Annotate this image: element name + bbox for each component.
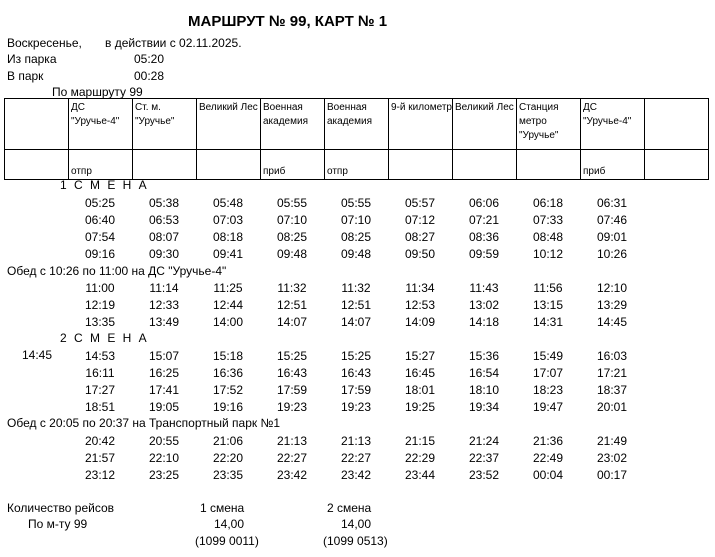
time-cell: 21:36	[532, 434, 564, 448]
stop-type	[133, 150, 197, 180]
shift-1-code: (1099 0011)	[195, 534, 259, 548]
time-cell: 19:05	[148, 400, 180, 414]
time-cell: 06:31	[596, 196, 628, 210]
time-cell: 07:54	[84, 230, 116, 244]
time-cell: 15:07	[148, 349, 180, 363]
stop-type	[5, 150, 69, 180]
time-cell: 09:59	[468, 247, 500, 261]
stop-type	[645, 150, 709, 180]
time-cell: 18:37	[596, 383, 628, 397]
time-cell: 15:18	[212, 349, 244, 363]
time-cell: 12:51	[340, 298, 372, 312]
time-cell: 17:41	[148, 383, 180, 397]
stop-name: ДС "Уручье-4"	[581, 99, 645, 150]
time-cell: 09:41	[212, 247, 244, 261]
page-title: МАРШРУТ № 99, КАРТ № 1	[188, 13, 388, 30]
from-park-time: 05:20	[134, 52, 165, 66]
time-cell: 19:23	[340, 400, 372, 414]
time-cell: 16:03	[596, 349, 628, 363]
stop-name: 9-й километр	[389, 99, 453, 150]
time-cell: 08:48	[532, 230, 564, 244]
stop-name	[5, 99, 69, 150]
time-cell: 07:12	[404, 213, 436, 227]
stop-type	[517, 150, 581, 180]
time-cell: 22:49	[532, 451, 564, 465]
time-cell: 18:01	[404, 383, 436, 397]
time-cell: 17:59	[340, 383, 372, 397]
time-cell: 10:12	[532, 247, 564, 261]
stop-names-row	[5, 99, 709, 150]
to-park-time: 00:28	[134, 69, 165, 83]
time-cell: 18:10	[468, 383, 500, 397]
time-cell: 16:43	[276, 366, 308, 380]
time-cell: 20:42	[84, 434, 116, 448]
time-cell: 20:01	[596, 400, 628, 414]
time-cell: 16:11	[85, 366, 115, 380]
stop-type-row	[5, 150, 709, 180]
stop-name: Великий Лес	[453, 99, 517, 150]
trips-label: Количество рейсов	[7, 501, 115, 515]
time-cell: 06:06	[468, 196, 500, 210]
time-cell: 12:53	[404, 298, 436, 312]
time-cell: 15:25	[340, 349, 372, 363]
time-cell: 05:25	[84, 196, 116, 210]
time-cell: 12:44	[212, 298, 244, 312]
stop-type	[453, 150, 517, 180]
time-cell: 22:27	[340, 451, 372, 465]
time-cell: 23:42	[276, 468, 308, 482]
time-cell: 09:30	[148, 247, 180, 261]
time-cell: 17:21	[596, 366, 628, 380]
time-cell: 08:36	[468, 230, 500, 244]
time-cell: 08:18	[212, 230, 244, 244]
time-cell: 00:04	[532, 468, 564, 482]
time-cell: 21:24	[468, 434, 500, 448]
time-cell: 08:25	[276, 230, 308, 244]
time-cell: 15:49	[532, 349, 564, 363]
time-cell: 17:52	[212, 383, 244, 397]
time-cell: 22:37	[468, 451, 500, 465]
shift-1-label: 1 С М Е Н А	[60, 178, 149, 192]
time-cell: 07:03	[212, 213, 244, 227]
shift-1-summary-label: 1 смена	[200, 501, 245, 515]
time-cell: 11:25	[213, 281, 243, 295]
time-cell: 09:50	[404, 247, 436, 261]
time-cell: 16:43	[340, 366, 372, 380]
route-trips-label: По м-ту 99	[28, 517, 88, 531]
time-cell: 17:27	[84, 383, 116, 397]
time-cell: 05:57	[404, 196, 436, 210]
stop-name: Великий Лес	[197, 99, 261, 150]
stops-header-table	[4, 98, 709, 180]
time-cell: 14:31	[532, 315, 564, 329]
time-cell: 11:34	[405, 281, 435, 295]
time-cell: 13:49	[148, 315, 180, 329]
time-cell: 07:10	[276, 213, 308, 227]
day-label: Воскресенье,	[7, 36, 82, 50]
time-cell: 15:36	[468, 349, 500, 363]
time-cell: 14:18	[468, 315, 500, 329]
time-cell: 21:06	[212, 434, 244, 448]
lunch-1: Обед с 10:26 по 11:00 на ДС "Уручье-4"	[7, 264, 227, 278]
stop-type	[197, 150, 261, 180]
time-cell: 15:27	[404, 349, 436, 363]
time-cell: 23:42	[340, 468, 372, 482]
stop-name: Станция метро "Уручье"	[517, 99, 581, 150]
time-cell: 09:48	[340, 247, 372, 261]
time-cell: 19:16	[212, 400, 244, 414]
time-cell: 07:21	[468, 213, 500, 227]
time-cell: 17:59	[276, 383, 308, 397]
time-cell: 00:17	[596, 468, 628, 482]
valid-from: в действии с 02.11.2025.	[105, 36, 242, 50]
time-cell: 21:15	[404, 434, 436, 448]
time-cell: 23:25	[148, 468, 180, 482]
time-cell: 21:57	[84, 451, 116, 465]
time-cell: 19:23	[276, 400, 308, 414]
time-cell: 14:09	[404, 315, 436, 329]
time-cell: 11:00	[85, 281, 115, 295]
shift-2-summary-label: 2 смена	[327, 501, 372, 515]
time-cell: 13:02	[468, 298, 500, 312]
stop-name	[645, 99, 709, 150]
time-cell: 16:36	[212, 366, 244, 380]
time-cell: 09:16	[84, 247, 116, 261]
stop-type: отпр	[69, 150, 133, 180]
time-cell: 23:52	[468, 468, 500, 482]
time-cell: 11:56	[533, 281, 563, 295]
time-cell: 13:29	[596, 298, 628, 312]
time-cell: 22:10	[148, 451, 180, 465]
time-cell: 14:00	[212, 315, 244, 329]
stop-type	[389, 150, 453, 180]
time-cell: 10:26	[596, 247, 628, 261]
shift-1-trips: 14,00	[214, 517, 245, 531]
time-cell: 15:25	[276, 349, 308, 363]
time-cell: 16:45	[404, 366, 436, 380]
route-label: По маршруту 99	[52, 85, 143, 99]
time-cell: 11:43	[469, 281, 499, 295]
time-cell: 08:27	[404, 230, 436, 244]
time-cell: 09:48	[276, 247, 308, 261]
time-cell: 14:53	[84, 349, 116, 363]
time-cell: 13:15	[532, 298, 564, 312]
time-cell: 23:35	[212, 468, 244, 482]
time-cell: 11:14	[149, 281, 179, 295]
time-cell: 08:25	[340, 230, 372, 244]
time-cell: 20:55	[148, 434, 180, 448]
time-cell: 08:07	[148, 230, 180, 244]
time-cell: 21:13	[340, 434, 372, 448]
from-park-label: Из парка	[7, 52, 57, 66]
time-cell: 12:33	[148, 298, 180, 312]
stop-type: приб	[261, 150, 325, 180]
time-cell: 22:29	[404, 451, 436, 465]
time-cell: 23:12	[84, 468, 116, 482]
time-cell: 14:07	[340, 315, 372, 329]
time-cell: 07:10	[340, 213, 372, 227]
time-cell: 05:38	[148, 196, 180, 210]
time-cell: 11:32	[277, 281, 307, 295]
time-cell: 23:44	[404, 468, 436, 482]
time-cell: 12:19	[84, 298, 116, 312]
time-cell: 19:25	[404, 400, 436, 414]
stop-name: Военная академия	[261, 99, 325, 150]
time-cell: 11:32	[341, 281, 371, 295]
time-cell: 14:45	[596, 315, 628, 329]
time-cell: 12:51	[276, 298, 308, 312]
time-cell: 22:20	[212, 451, 244, 465]
time-cell: 16:54	[468, 366, 500, 380]
time-cell: 21:49	[596, 434, 628, 448]
time-cell: 06:18	[532, 196, 564, 210]
stop-name: ДС "Уручье-4"	[69, 99, 133, 150]
time-cell: 05:48	[212, 196, 244, 210]
time-cell: 05:55	[340, 196, 372, 210]
stop-type: отпр	[325, 150, 389, 180]
shift-2-start-time: 14:45	[22, 348, 53, 362]
time-cell: 12:10	[596, 281, 628, 295]
shift-2-code: (1099 0513)	[323, 534, 388, 548]
time-cell: 19:47	[532, 400, 564, 414]
stop-name: Военная академия	[325, 99, 389, 150]
time-cell: 07:46	[596, 213, 628, 227]
shift-2-label: 2 С М Е Н А	[60, 331, 149, 345]
time-cell: 05:55	[276, 196, 308, 210]
time-cell: 18:23	[532, 383, 564, 397]
time-cell: 19:34	[468, 400, 500, 414]
time-cell: 21:13	[276, 434, 308, 448]
stop-type: приб	[581, 150, 645, 180]
time-cell: 16:25	[148, 366, 180, 380]
time-cell: 13:35	[84, 315, 116, 329]
time-cell: 06:53	[148, 213, 180, 227]
time-cell: 23:02	[596, 451, 628, 465]
time-cell: 14:07	[276, 315, 308, 329]
shift-2-trips: 14,00	[341, 517, 372, 531]
stop-name: Ст. м. "Уручье"	[133, 99, 197, 150]
time-cell: 17:07	[532, 366, 564, 380]
time-cell: 09:01	[596, 230, 628, 244]
to-park-label: В парк	[7, 69, 44, 83]
lunch-2: Обед с 20:05 по 20:37 на Транспортный парк №1	[7, 416, 280, 430]
time-cell: 06:40	[84, 213, 116, 227]
time-cell: 07:33	[532, 213, 564, 227]
time-cell: 18:51	[84, 400, 116, 414]
time-cell: 22:27	[276, 451, 308, 465]
